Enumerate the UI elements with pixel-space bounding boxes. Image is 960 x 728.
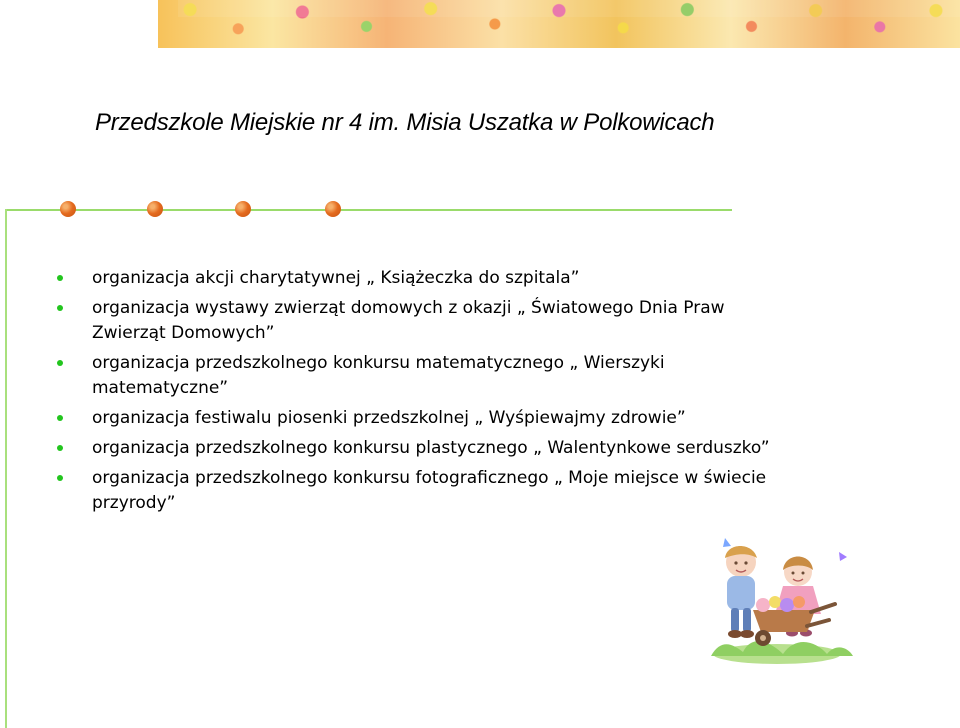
accent-dot-3 — [235, 201, 251, 217]
bullet-icon — [57, 305, 63, 311]
accent-dot-1 — [60, 201, 76, 217]
list-item — [57, 436, 792, 461]
children-with-wheelbarrow-illustration — [703, 528, 859, 668]
list-item — [57, 266, 792, 291]
bullet-icon — [57, 360, 63, 366]
list-item — [57, 466, 792, 516]
butterfly-icon — [723, 538, 731, 547]
flower-banner-highlight — [178, 0, 960, 17]
list-item-text: organizacja akcji charytatywnej „ Książeczka do szpitala” — [92, 268, 580, 288]
accent-dot-4 — [325, 201, 341, 217]
list-item — [57, 406, 792, 431]
list-item-text: organizacja festiwalu piosenki przedszkolnej „ Wyśpiewajmy zdrowie” — [92, 408, 686, 428]
list-item-text: organizacja przedszkolnego konkursu matematycznego „ Wierszyki matematyczne” — [92, 353, 665, 398]
list-item — [57, 351, 792, 401]
list-item-text: organizacja przedszkolnego konkursu fotograficznego „ Moje miejsce w świecie przyrody” — [92, 468, 767, 513]
list-item-text: organizacja wystawy zwierząt domowych z okazji „ Światowego Dnia Praw Zwierząt Domowych” — [92, 298, 725, 343]
accent-side-line — [5, 209, 7, 728]
page-title: Przedszkole Miejskie nr 4 im. Misia Uszatka w Polkowicach — [95, 109, 715, 136]
bullet-icon — [57, 445, 63, 451]
bullet-icon — [57, 275, 63, 281]
accent-dot-2 — [147, 201, 163, 217]
wheelbarrow-icon — [753, 596, 835, 646]
list-item — [57, 296, 792, 346]
boy-figure — [725, 546, 757, 638]
bullet-icon — [57, 475, 63, 481]
butterfly-icon — [839, 552, 847, 561]
bullet-list — [57, 266, 792, 521]
accent-line — [5, 209, 732, 211]
bullet-icon — [57, 415, 63, 421]
list-item-text: organizacja przedszkolnego konkursu plastycznego „ Walentynkowe serduszko” — [92, 438, 770, 458]
